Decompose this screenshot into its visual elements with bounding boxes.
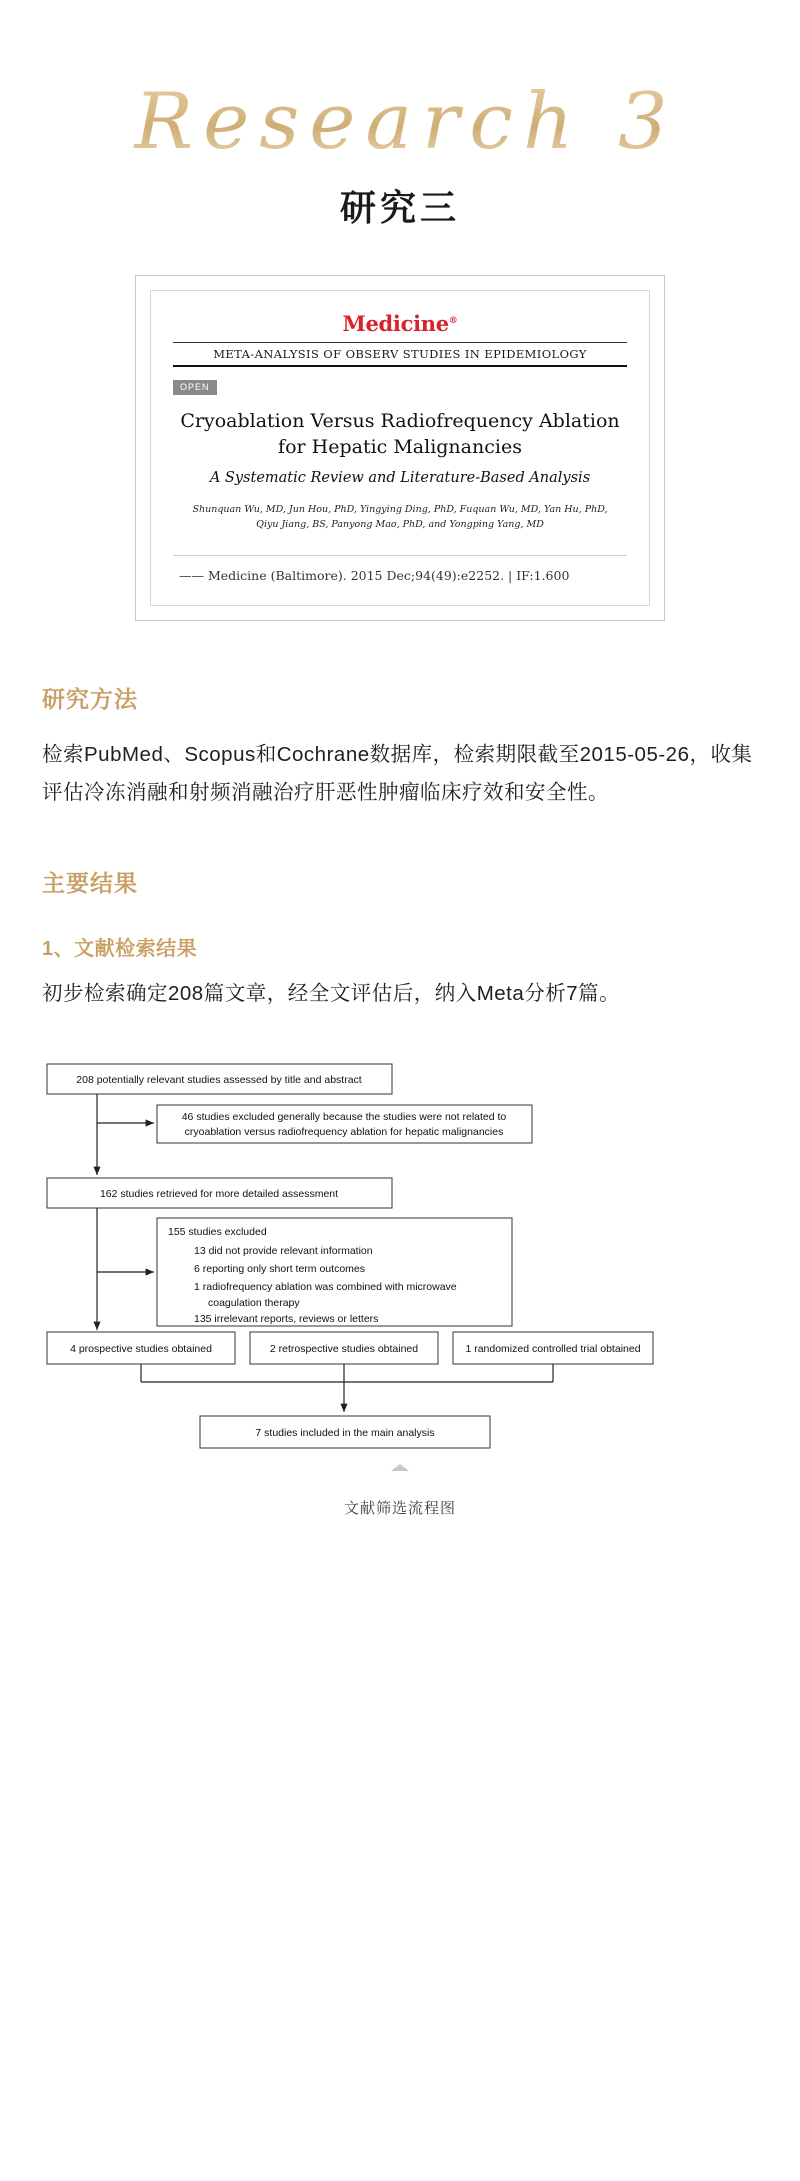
flow-box-6-label: 2 retrospective studies obtained bbox=[269, 1343, 419, 1356]
flow-box-4-item-3: coagulation therapy bbox=[208, 1297, 300, 1310]
flow-box-7-label: 1 randomized controlled trial obtained bbox=[465, 1343, 641, 1356]
paper-source-citation: —— Medicine (Baltimore). 2015 Dec;94(49):e2252. | IF:1.600 bbox=[179, 567, 570, 583]
divider-bottom bbox=[173, 555, 627, 556]
paper-section-line: META-ANALYSIS OF OBSERV STUDIES IN EPIDEMIOLOGY bbox=[213, 346, 587, 361]
flow-box-8-label: 7 studies included in the main analysis bbox=[255, 1427, 435, 1440]
flow-box-4-item-2: 1 radiofrequency ablation was combined with microwave bbox=[194, 1281, 457, 1294]
flow-box-1-label: 208 potentially relevant studies assessed by title and abstract bbox=[76, 1074, 362, 1087]
journal-name: Medicine bbox=[342, 310, 449, 336]
paper-authors-line-1: Shunquan Wu, MD, Jun Hou, PhD, Yingying Ding, PhD, Fuquan Wu, MD, Yan Hu, PhD, bbox=[192, 504, 608, 516]
paper-subtitle: A Systematic Review and Literature-Based Analysis bbox=[209, 470, 591, 487]
heading-results: 主要结果 bbox=[42, 870, 138, 897]
divider-thick bbox=[173, 365, 627, 367]
open-access-badge: OPEN bbox=[173, 380, 217, 395]
heading-methods: 研究方法 bbox=[42, 685, 138, 712]
journal-registered-icon: ® bbox=[448, 315, 458, 326]
flowchart-svg bbox=[42, 1060, 758, 1450]
heading-search-results: 1、文献检索结果 bbox=[42, 938, 198, 961]
page-header bbox=[0, 0, 800, 231]
flow-box-3-label: 162 studies retrieved for more detailed assessment bbox=[99, 1188, 339, 1201]
research-chinese-title: 研究三 bbox=[339, 186, 460, 229]
article-content bbox=[0, 681, 800, 1015]
paper-title: Cryoablation Versus Radiofrequency Ablation for Hepatic Malignancies bbox=[180, 409, 620, 458]
flow-box-2-label-line-2: cryoablation versus radiofrequency ablation for hepatic malignancies bbox=[184, 1126, 504, 1139]
flowchart-caption: 文献筛选流程图 bbox=[343, 1500, 456, 1518]
flow-box-2-label-line-1: 46 studies excluded generally because the studies were not related to bbox=[181, 1111, 507, 1124]
flow-box-4-item-1: 6 reporting only short term outcomes bbox=[194, 1263, 365, 1276]
paper-card-inner bbox=[150, 290, 650, 606]
flow-box-4-item-4: 135 irrelevant reports, reviews or letters bbox=[194, 1313, 379, 1326]
flow-box-4-title: 155 studies excluded bbox=[168, 1226, 267, 1239]
paragraph-methods: 检索PubMed、Scopus和Cochrane数据库，检索期限截至2015-05-26，收集评估冷冻消融和射频消融治疗肝恶性肿瘤临床疗效和安全性。 bbox=[42, 742, 753, 805]
paper-card bbox=[135, 275, 665, 621]
paper-authors bbox=[173, 502, 627, 532]
bottom-spacer bbox=[0, 1518, 800, 1554]
paper-authors-line-2: Qiyu Jiang, BS, Panyong Mao, PhD, and Yongping Yang, MD bbox=[256, 519, 544, 531]
flow-box-4-item-0: 13 did not provide relevant information bbox=[194, 1245, 373, 1258]
flowchart bbox=[42, 1060, 758, 1518]
journal-logo bbox=[173, 311, 627, 336]
flow-box-5-label: 4 prospective studies obtained bbox=[70, 1343, 212, 1356]
research-script-title: Research 3 bbox=[0, 82, 800, 164]
paragraph-search-results: 初步检索确定208篇文章，经全文评估后，纳入Meta分析7篇。 bbox=[42, 982, 621, 1006]
caret-up-icon bbox=[391, 1464, 409, 1471]
